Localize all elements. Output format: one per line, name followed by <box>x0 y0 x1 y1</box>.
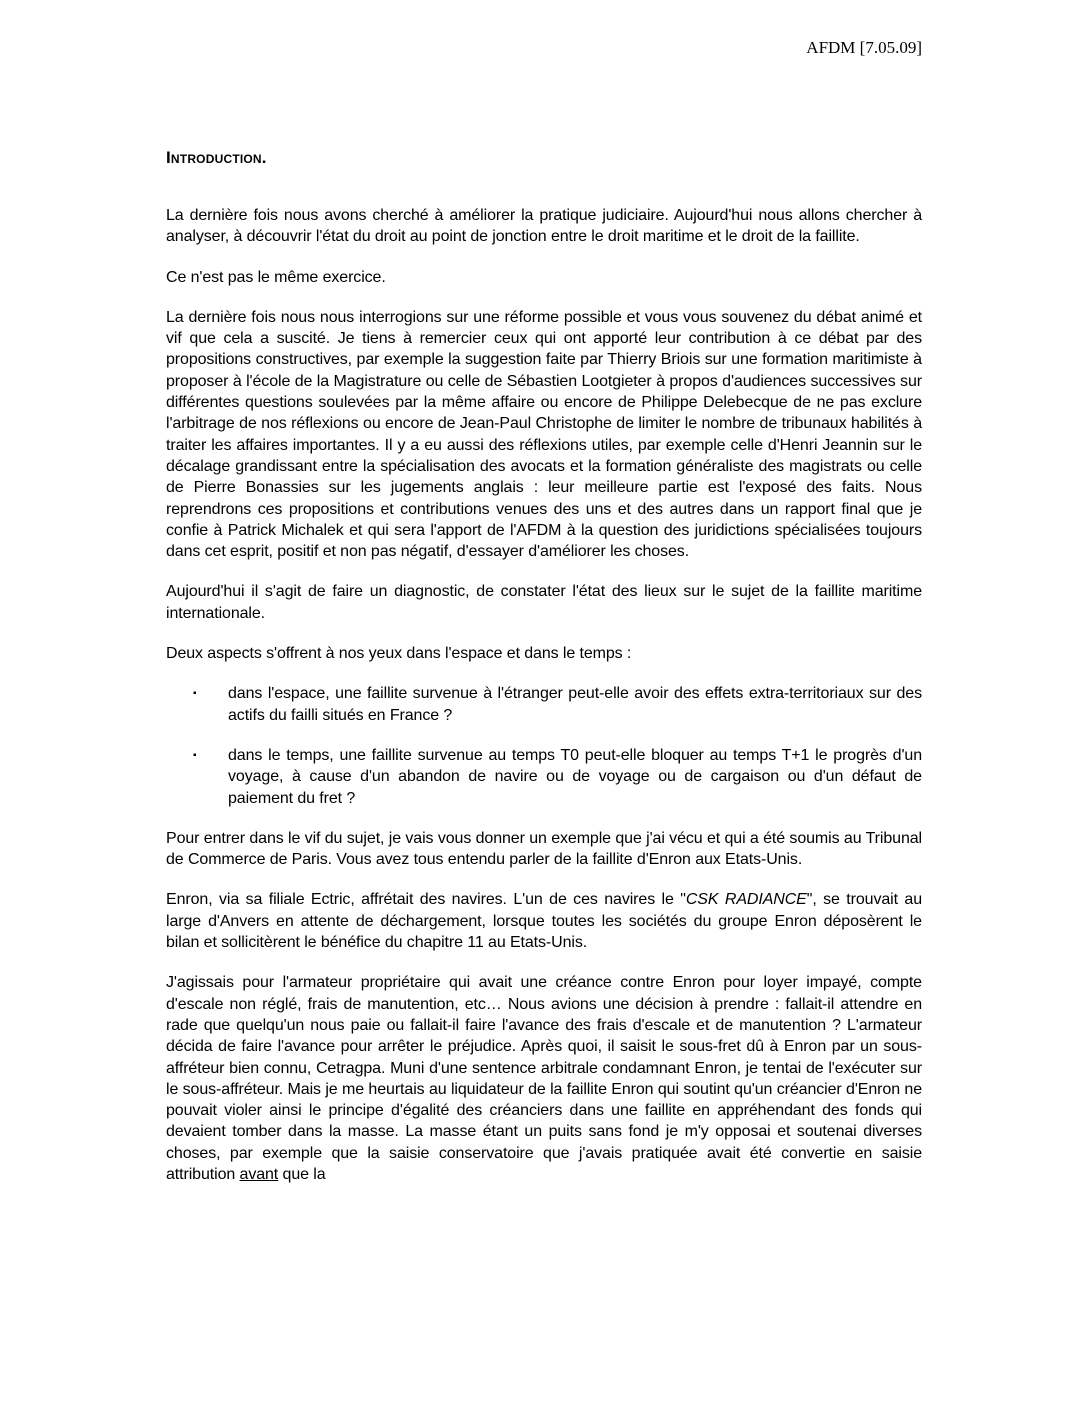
paragraph <box>166 889 922 953</box>
list-item-text <box>228 683 922 726</box>
paragraph <box>166 972 922 1185</box>
paragraph <box>166 581 922 624</box>
paragraph <box>166 828 922 871</box>
square-bullet-icon: ▪ <box>193 688 197 700</box>
text-segment: dans l'espace, une faillite survenue à l'étranger peut-elle avoir des effets extra-territoriaux sur des actifs du failli situés en France ? <box>228 685 922 724</box>
list-item <box>193 683 922 726</box>
paragraph <box>166 643 922 664</box>
square-bullet-icon: ▪ <box>193 749 197 761</box>
underlined-text: avant <box>239 1165 279 1183</box>
text-segment: Ce n'est pas le même exercice. <box>166 268 386 286</box>
text-segment: La dernière fois nous nous interrogions sur une réforme possible et vous vous souvenez du débat animé et vif que cela a suscité. Je tiens à remercier ceux qui ont apporté leur contribution à ce débat par des propositions constructives, par exemple la suggestion faite par Thierry Briois sur une formation maritimiste à proposer à l'école de la Magistrature ou celle de Sébastien Lootgieter à propos d'audiences successives sur différentes questions soulevées par la même affaire ou encore de Philippe Delebecque de ne pas exclure l'arbitrage de nos réflexions ou encore de Jean-Paul Christophe de limiter le nombre de tribunaux habilités à traiter les affaires importantes. Il y a eu aussi des réflexions utiles, par exemple celle d'Henri Jeannin sur le décalage grandissant entre la spécialisation des avocats et la formation généraliste des magistrats ou celle de Pierre Bonassies sur les jugements anglais : leur meilleure partie est l'exposé des faits. Nous reprendrons ces propositions et contributions venues des uns et des autres dans un rapport final que je confie à Patrick Michalek et qui sera l'apport de l'AFDM à la question des juridictions spécialisées toujours dans cet esprit, positif et non pas négatif, d'essayer d'améliorer les choses. <box>166 308 922 561</box>
text-segment: que la <box>278 1165 326 1183</box>
text-segment: Pour entrer dans le vif du sujet, je vais vous donner un exemple que j'ai vécu et qui a été soumis au Tribunal de Commerce de Paris. Vous avez tous entendu parler de la faillite d'Enron aux Etats-Unis. <box>166 829 922 869</box>
text-segment: Enron, via sa filiale Ectric, affrétait des navires. L'un de ces navires le " <box>166 891 686 909</box>
text-segment: La dernière fois nous avons cherché à améliorer la pratique judiciaire. Aujourd'hui nous allons chercher à analyser, à découvrir l'état du droit au point de jonction entre le droit maritime et le droit de la faillite. <box>166 207 922 246</box>
page-header <box>166 38 922 58</box>
document-title: Introduction. <box>166 148 267 167</box>
text-segment: Aujourd'hui il s'agit de faire un diagnostic, de constater l'état des lieux sur le sujet de la faillite maritime internationale. <box>166 583 922 622</box>
paragraph <box>166 307 922 563</box>
header-reference: AFDM [7.05.09] <box>806 38 922 57</box>
text-segment: Deux aspects s'offrent à nos yeux dans l'espace et dans le temps : <box>166 645 632 663</box>
list-item <box>193 745 922 809</box>
text-segment: ", se trouvait au large d'Anvers en attente de déchargement, lorsque toutes les sociétés du groupe Enron déposèrent le bilan et sollicitèrent le bénéfice du chapitre 11 au Etats-Unis. <box>166 891 922 952</box>
paragraph <box>166 205 922 248</box>
document-body <box>166 205 922 1185</box>
list-item-text <box>228 745 922 809</box>
bullet-list <box>166 683 922 808</box>
paragraph <box>166 267 922 288</box>
italic-text: CSK RADIANCE <box>685 891 807 909</box>
text-segment: J'agissais pour l'armateur propriétaire qui avait une créance contre Enron pour loyer impayé, compte d'escale non réglé, frais de manutention, etc… Nous avions une décision à prendre : fallait-il attendre en rade que quelqu'un nous paie ou fallait-il faire l'avance des frais d'escale et de manutention ? L'armateur décida de faire l'avance pour arrêter le préjudice. Après quoi, il saisit le sous-fret dû à Enron par un sous-affréteur bien connu, Cetragpa. Muni d'une sentence arbitrale condamnant Enron, je tentai de l'exécuter sur le sous-affréteur. Mais je me heurtais au liquidateur de la faillite Enron qui soutint qu'un créancier d'Enron ne pouvait violer ainsi le principe d'égalité des créanciers dans une faillite en appréhendant des fonds qui devaient tomber dans la masse. La masse étant un puits sans fond je m'y opposai et soutenai diverses choses, par exemple que la saisie conservatoire que j'avais pratiquée avait été convertie en saisie attribution <box>166 974 922 1183</box>
text-segment: dans le temps, une faillite survenue au temps T0 peut-elle bloquer au temps T+1 le progrès d'un voyage, à cause d'un abandon de navire ou de voyage ou de cargaison ou d'un défaut de paiement du fret ? <box>228 746 922 807</box>
